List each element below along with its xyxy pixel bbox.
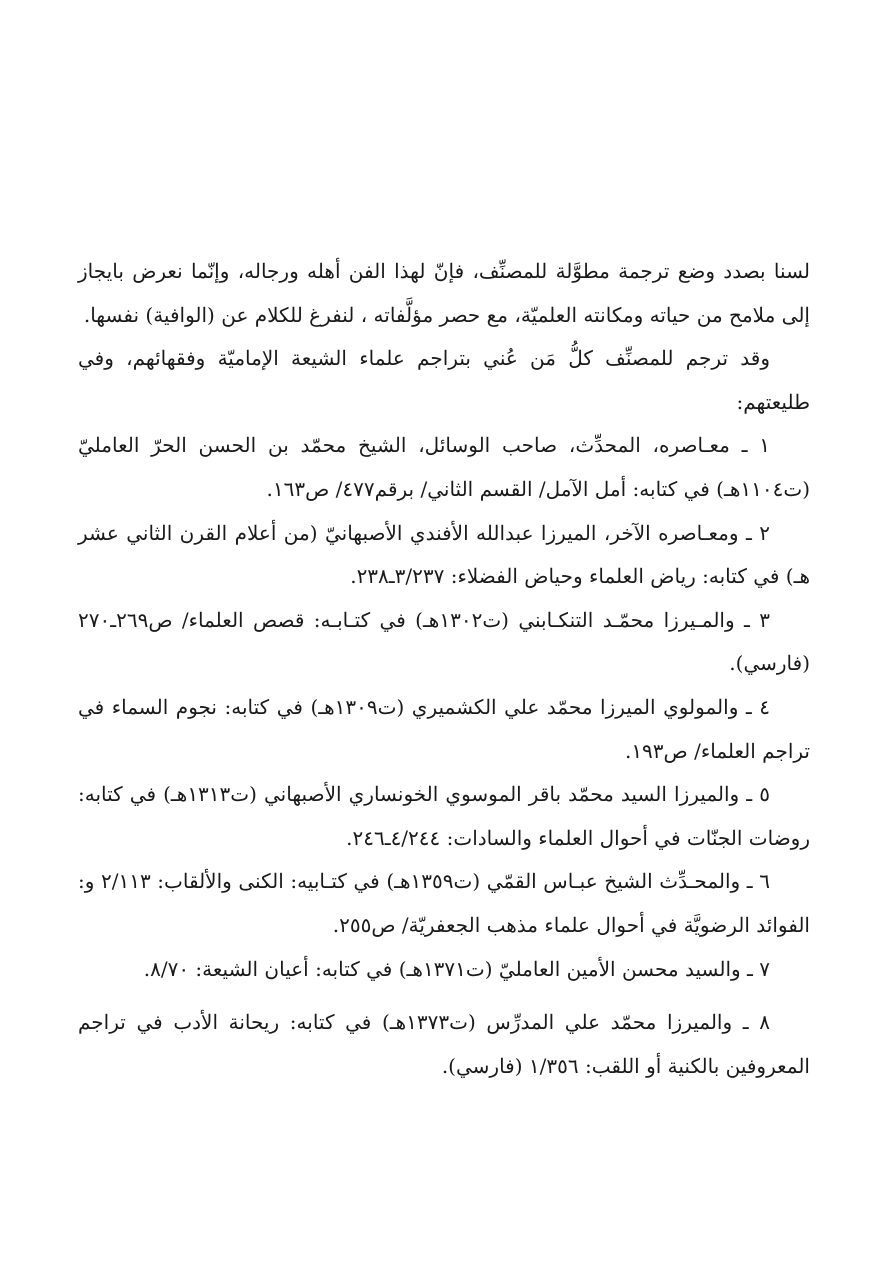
entry-5: ٥ ـ والميرزا السيد محمّد باقر الموسوي الخونساري الأصبهاني (ت١٣١٣هـ) في كتابه: روضات الجنّات في أحوال العلماء والسادات: ٤/٢٤٤ـ٢٤٦. [78, 782, 810, 850]
page-body [78, 250, 810, 1088]
entry-1: ١ ـ معـاصره، المحدِّث، صاحب الوسائل، الشيخ محمّد بن الحسن الحرّ العامليّ (ت١١٠٤هـ) في كتابه: أمل الآمل/ القسم الثاني/ برقم٤٧٧/ ص١٦٣. [78, 433, 810, 501]
entry-3: ٣ ـ والمـيرزا محمّـد التنكـابني (ت١٣٠٢هـ) في كتـابـه: قصص العلماء/ ص٢٦٩ـ٢٧٠ (فارسي). [78, 607, 810, 676]
entry-2: ٢ ـ ومعـاصره الآخر، الميرزا عبدالله الأفندي الأصبهانيّ (من أعلام القرن الثاني عشر هـ) في كتابه: رياض العلماء وحياض الفضلاء: ٣/٢٣٧ـ٢٣٨. [78, 520, 810, 589]
entry-7: ٧ ـ والسيد محسن الأمين العامليّ (ت١٣٧١هـ) في كتابه: أعيان الشيعة: ٨/٧٠. [143, 956, 770, 981]
entry-8: ٨ ـ والميرزا محمّد علي المدرِّس (ت١٣٧٣هـ) في كتابه: ريحانة الأدب في تراجم المعروفين بالكنية أو اللقب: ١/٣٥٦ (فارسي). [78, 1010, 810, 1078]
intro-paragraph-2: وقد ترجم للمصنِّف كلُّ مَن عُني بتراجم علماء الشيعة الإماميّة وفقهائهم، وفي طليعتهم: [78, 346, 810, 414]
entry-4: ٤ ـ والمولوي الميرزا محمّد علي الكشميري (ت١٣٠٩هـ) في كتابه: نجوم السماء في تراجم العلماء/ ص١٩٣. [78, 694, 810, 763]
intro-paragraph-1: لسنا بصدد وضع ترجمة مطوَّلة للمصنِّف، فإنّ لهذا الفن أهله ورجاله، وإنّما نعرض بايجاز إلى ملامح من حياته ومكانته العلميّة، مع حصر مؤلَّفاته ، لنفرغ للكلام عن (الوافية) نفسها. [78, 259, 810, 327]
entry-6: ٦ ـ والمحـدِّث الشيخ عبـاس القمّي (ت١٣٥٩هـ) في كتـابيه: الكنى والألقاب: ٢/١١٣ و: الفوائد الرضويَّة في أحوال علماء مذهب الجعفريّة/ ص٢٥٥. [78, 869, 810, 937]
